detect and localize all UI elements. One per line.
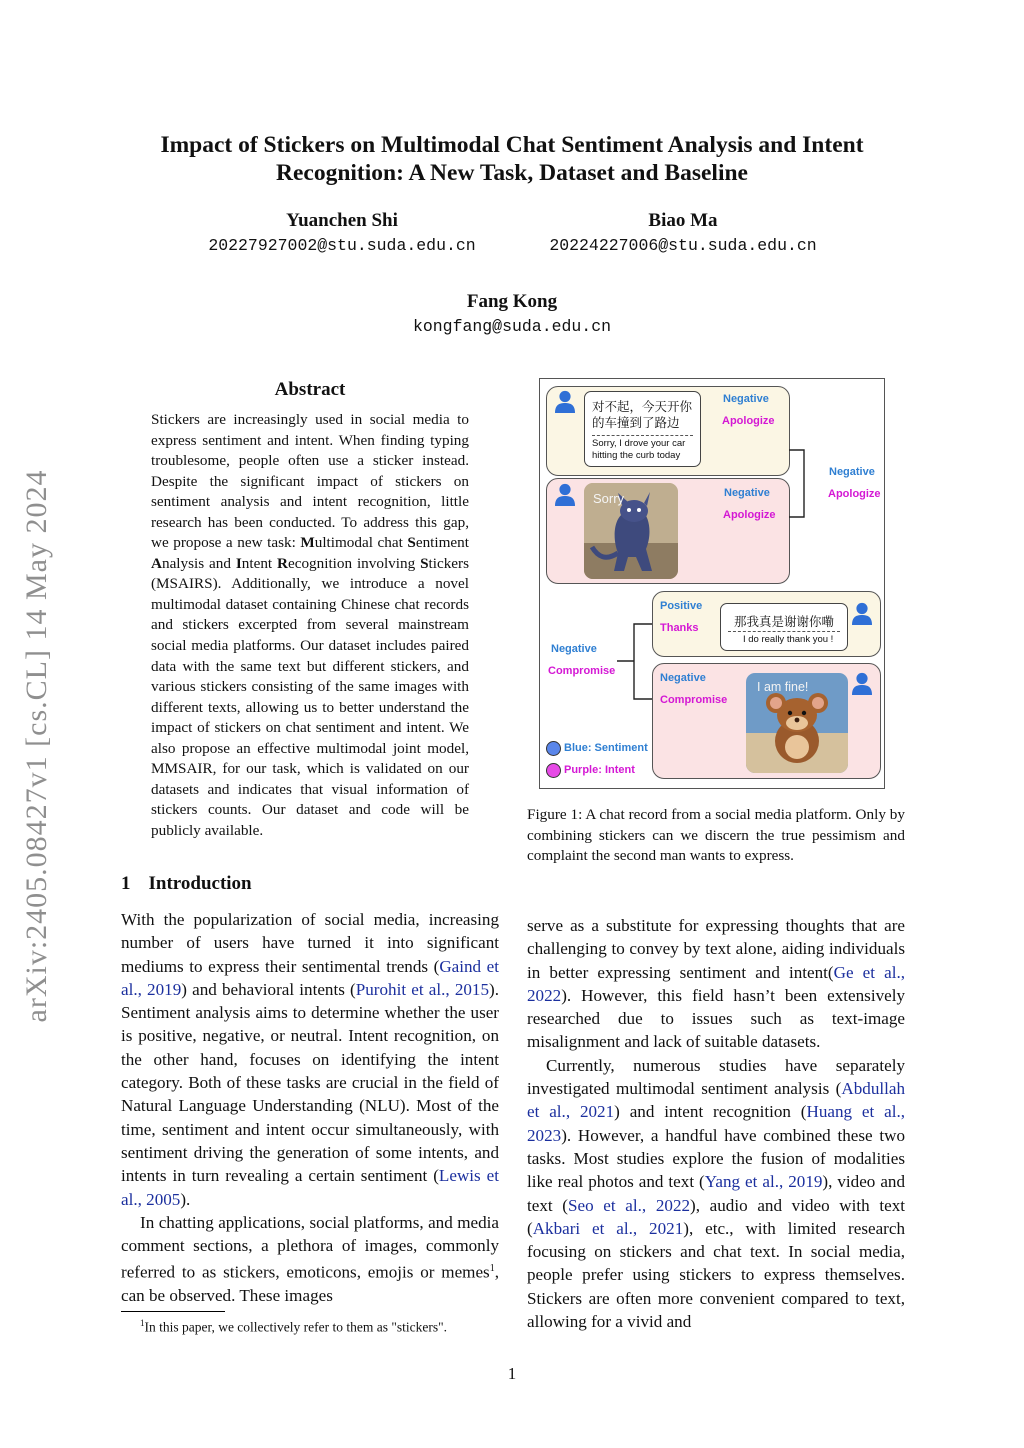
citation-link[interactable]: Lewis et al., 2005 [121,1166,499,1209]
author-email[interactable]: kongfang@suda.edu.cn [412,317,612,336]
text-run: ) and intent recognition ( [614,1102,807,1122]
abstract-word: ultimodal chat [314,534,408,552]
sentiment-label: Positive [660,600,703,612]
dashed-divider [592,435,693,436]
paper-title [120,131,904,187]
intro-right-column [527,914,905,1333]
group-bracket-1 [788,449,808,519]
page-number: 1 [507,1364,517,1383]
message-english [592,438,685,462]
message-text-box [720,603,848,651]
author-1 [200,210,484,255]
figure-1 [539,378,885,789]
paragraph [121,1211,499,1308]
text-run: ) and behavioral intents ( [181,979,356,999]
title-line-2: Recognition: A New Task, Dataset and Baseline [275,160,748,186]
legend-intent-swatch [546,763,561,778]
user-icon [554,483,576,507]
user-icon [851,602,873,626]
dashed-divider [728,631,840,632]
group-sentiment-label: Negative [829,466,875,478]
acronym-letter: A [151,554,162,572]
acronym-letter: S [420,554,429,572]
abstract-text [151,410,469,841]
abstract-word: ecognition involving [287,554,421,572]
message-chinese: 那我真是谢谢你嘞 [734,615,835,629]
legend-sentiment-label: Blue: Sentiment [564,742,648,754]
author-name: Fang Kong [466,291,558,312]
message-text-box [584,391,701,467]
citation-link[interactable]: Akbari et al., 2021 [532,1218,684,1238]
user-icon [851,672,873,696]
abstract-heading: Abstract [274,379,346,400]
paragraph [121,908,499,1211]
footnote-text: In this paper, we collectively refer to them as "stickers". [144,1319,447,1335]
text-run: In chatting applications, social platforms, and media comment sections, a plethora of images, commonly referred to as stickers, emoticons, emojis or memes [121,1212,499,1283]
sticker-i-am-fine-mouse [746,673,848,773]
citation-link[interactable]: Gaind et al., 2019 [121,956,500,999]
group-intent-label: Apologize [828,488,881,500]
sticker-caption: Sorry [593,491,625,506]
acronym-letter: S [407,534,416,552]
citation-link[interactable]: Ge et al., 2022 [527,962,905,1005]
author-email[interactable]: 20227927002@stu.suda.edu.cn [208,236,476,255]
legend-sentiment-swatch [546,741,561,756]
author-name: Yuanchen Shi [286,210,398,231]
citation-link[interactable]: Purohit et al., 2015 [355,979,490,999]
abstract-sentence: Stickers are increasingly used in social media to express sentiment and intent. When finding typing troublesome, people often use a sticker instead. Despite the significant impact of stickers on sentiment analysis and intent recognition, little research has been conducted. To address this gap, we propose a new task: [151,411,469,552]
author-name: Biao Ma [648,210,718,231]
sentiment-label: Negative [660,672,706,684]
message-english: I do really thank you ! [743,634,834,645]
text-run: ). [180,1189,191,1209]
footnote-rule [121,1311,225,1312]
citation-link[interactable]: Seo et al., 2022 [568,1195,691,1215]
text-run: With the popularization of social media, increasing number of users have turned it into significant mediums to express their sentimental trends ( [121,910,499,976]
text-run: ), video and text ( [527,1172,906,1215]
text-run: ), etc., with limited research focusing on stickers and chat text. In social media, people prefer using stickers to express themselves. Stickers are often more convenient compared to text, allowing for a vivid and [527,1218,905,1332]
author-3 [362,291,662,336]
author-email[interactable]: 20224227006@stu.suda.edu.cn [549,236,817,255]
abstract-word: entiment [415,534,469,552]
acronym-letter: M [300,534,315,552]
intent-label: Apologize [722,415,775,427]
text-run: ). However, a handful have combined these two tasks. Most studies explore the fusion of modalities like real photos and text ( [527,1125,905,1192]
intro-left-column [121,908,499,1308]
author-2 [540,210,826,255]
paragraph [527,1054,905,1334]
paragraph [527,914,905,1054]
sentiment-label: Negative [724,487,770,499]
footnote-number: 1 [140,1318,145,1328]
acronym-letter: I [235,554,242,572]
group-bracket-2 [616,623,654,701]
sentiment-label: Negative [723,393,769,405]
text-run: ), audio and video with text ( [527,1195,905,1238]
message-text-line: Sorry, I drove your car [592,438,686,449]
group-intent-label: Compromise [548,665,616,677]
footnote-marker[interactable]: 1 [489,1263,495,1275]
section-title: Introduction [148,873,252,894]
citation-link[interactable]: Abdullah et al., 2021 [527,1079,905,1122]
abstract-word: nalysis and [161,554,236,572]
text-run: serve as a substitute for expressing thoughts that are challenging to convey by text alone, aiding individuals in better expressing sentiment and intent( [527,916,905,982]
title-line-1: Impact of Stickers on Multimodal Chat Sentiment Analysis and Intent [160,132,864,158]
text-run: Currently, numerous studies have separately investigated multimodal sentiment analysis ( [527,1055,905,1099]
sticker-caption: I am fine! [757,680,809,694]
legend-intent-label: Purple: Intent [564,764,635,776]
intent-label: Compromise [660,694,728,706]
user-icon [554,390,576,414]
figure-caption: Figure 1: A chat record from a social media platform. Only by combining stickers can we discern the true pessimism and complaint the second man wants to express. [527,806,905,864]
intent-label: Thanks [660,622,699,634]
message-text-line: hitting the curb today [592,450,681,461]
message-text-line: 对不起，今天开你 [592,400,693,414]
text-run: ). Sentiment analysis aims to determine whether the user is positive, negative, or neutral. Intent recognition, on the other hand, focuses on identifying the intent category. Both of these tasks are crucial in the field of Natural Language Understanding (NLU). Most of the time, sentiment and intent occur simultaneously, with sentiment driving the generation of some intents, and intents in turn revealing a certain sentiment ( [121,979,499,1186]
citation-link[interactable]: Yang et al., 2019 [704,1172,823,1192]
intent-label: Apologize [723,509,776,521]
text-run: ). However, this field hasn’t been extensively researched due to issues such as text-image misalignment and lack of suitable datasets. [527,985,905,1052]
message-text-line: 的车撞到了路边 [592,416,680,430]
text-run: , can be observed. These images [121,1263,499,1306]
abstract-sentence: tickers (MSAIRS). Additionally, we introduce a novel multimodal dataset containing Chinese chat records and stickers excerpted from several mainstream social media platforms. Our dataset includes paired data with the same text but different stickers, and various stickers consisting of the same images with different texts, allowing us to better understand the impact of stickers on chat sentiment and intent. We also propose an effective multimodal joint model, MMSAIR, for our task, which is validated on our datasets and indicates that visual information of stickers counts. Our dataset and code will be publicly available. [151,554,469,839]
citation-link[interactable]: Huang et al., 2023 [527,1102,905,1145]
section-heading [121,873,270,895]
acronym-letter: R [277,554,288,572]
arxiv-stamp: arXiv:2405.08427v1 [cs.CL] 14 May 2024 [20,469,53,1023]
section-number: 1 [121,873,131,894]
sticker-sorry-cat [584,483,678,579]
message-chinese [592,399,692,431]
footnote [121,1315,499,1336]
group-sentiment-label: Negative [551,643,597,655]
abstract-word: ntent [241,554,278,572]
